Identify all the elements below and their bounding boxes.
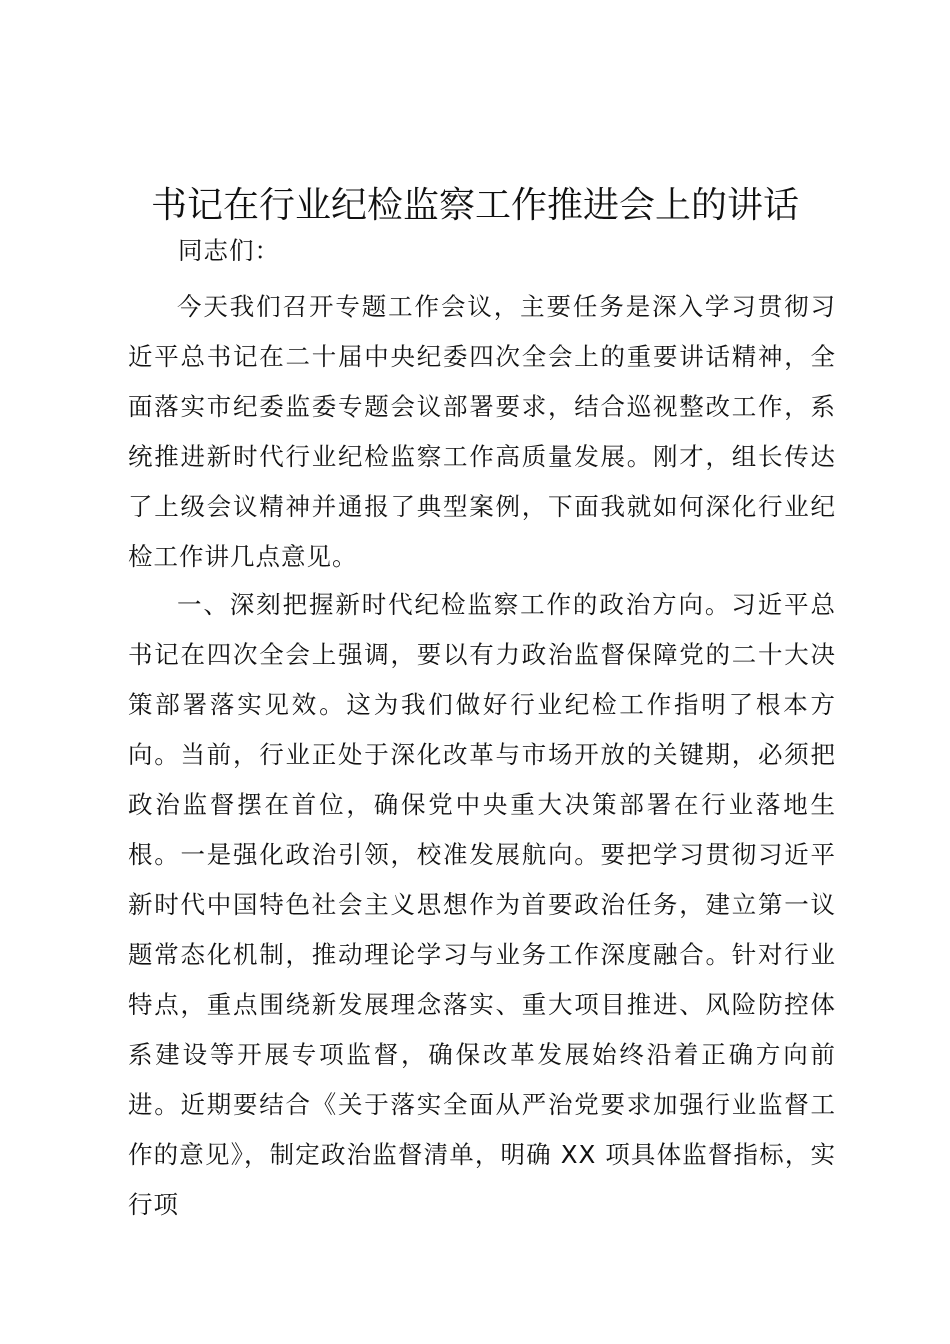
document-title: 书记在行业纪检监察工作推进会上的讲话	[150, 185, 799, 226]
greeting: 同志们：	[178, 236, 280, 265]
paragraph-intro	[128, 282, 836, 582]
paragraph-text: 今天我们召开专题工作会议，主要任务是深入学习贯彻习近平总书记在二十届中央纪委四次全会上的重要讲话精神，全面落实市纪委监委专题会议部署要求，结合巡视整改工作，系统推进新时代行业纪检监察工作高质量发展。刚才，组长传达了上级会议精神并通报了典型案例，下面我就如何深化行业纪检工作讲几点意见。	[128, 292, 836, 571]
paragraph-text: 一、深刻把握新时代纪检监察工作的政治方向。习近平总书记在四次全会上强调，要以有力政治监督保障党的二十大决策部署落实见效。这为我们做好行业纪检工作指明了根本方向。当前，行业正处于深化改革与市场开放的关键期，必须把政治监督摆在首位，确保党中央重大决策部署在行业落地生根。一是强化政治引领，校准发展航向。要把学习贯彻习近平新时代中国特色社会主义思想作为首要政治任务，建立第一议题常态化机制，推动理论学习与业务工作深度融合。针对行业特点，重点围绕新发展理念落实、重大项目推进、风险防控体系建设等开展专项监督，确保改革发展始终沿着正确方向前进。近期要结合《关于落实全面从严治党要求加强行业监督工作的意见》，制定政治监督清单，明确 XX 项具体监督指标，实行项	[128, 590, 836, 1219]
paragraph-section-one	[128, 580, 836, 1230]
